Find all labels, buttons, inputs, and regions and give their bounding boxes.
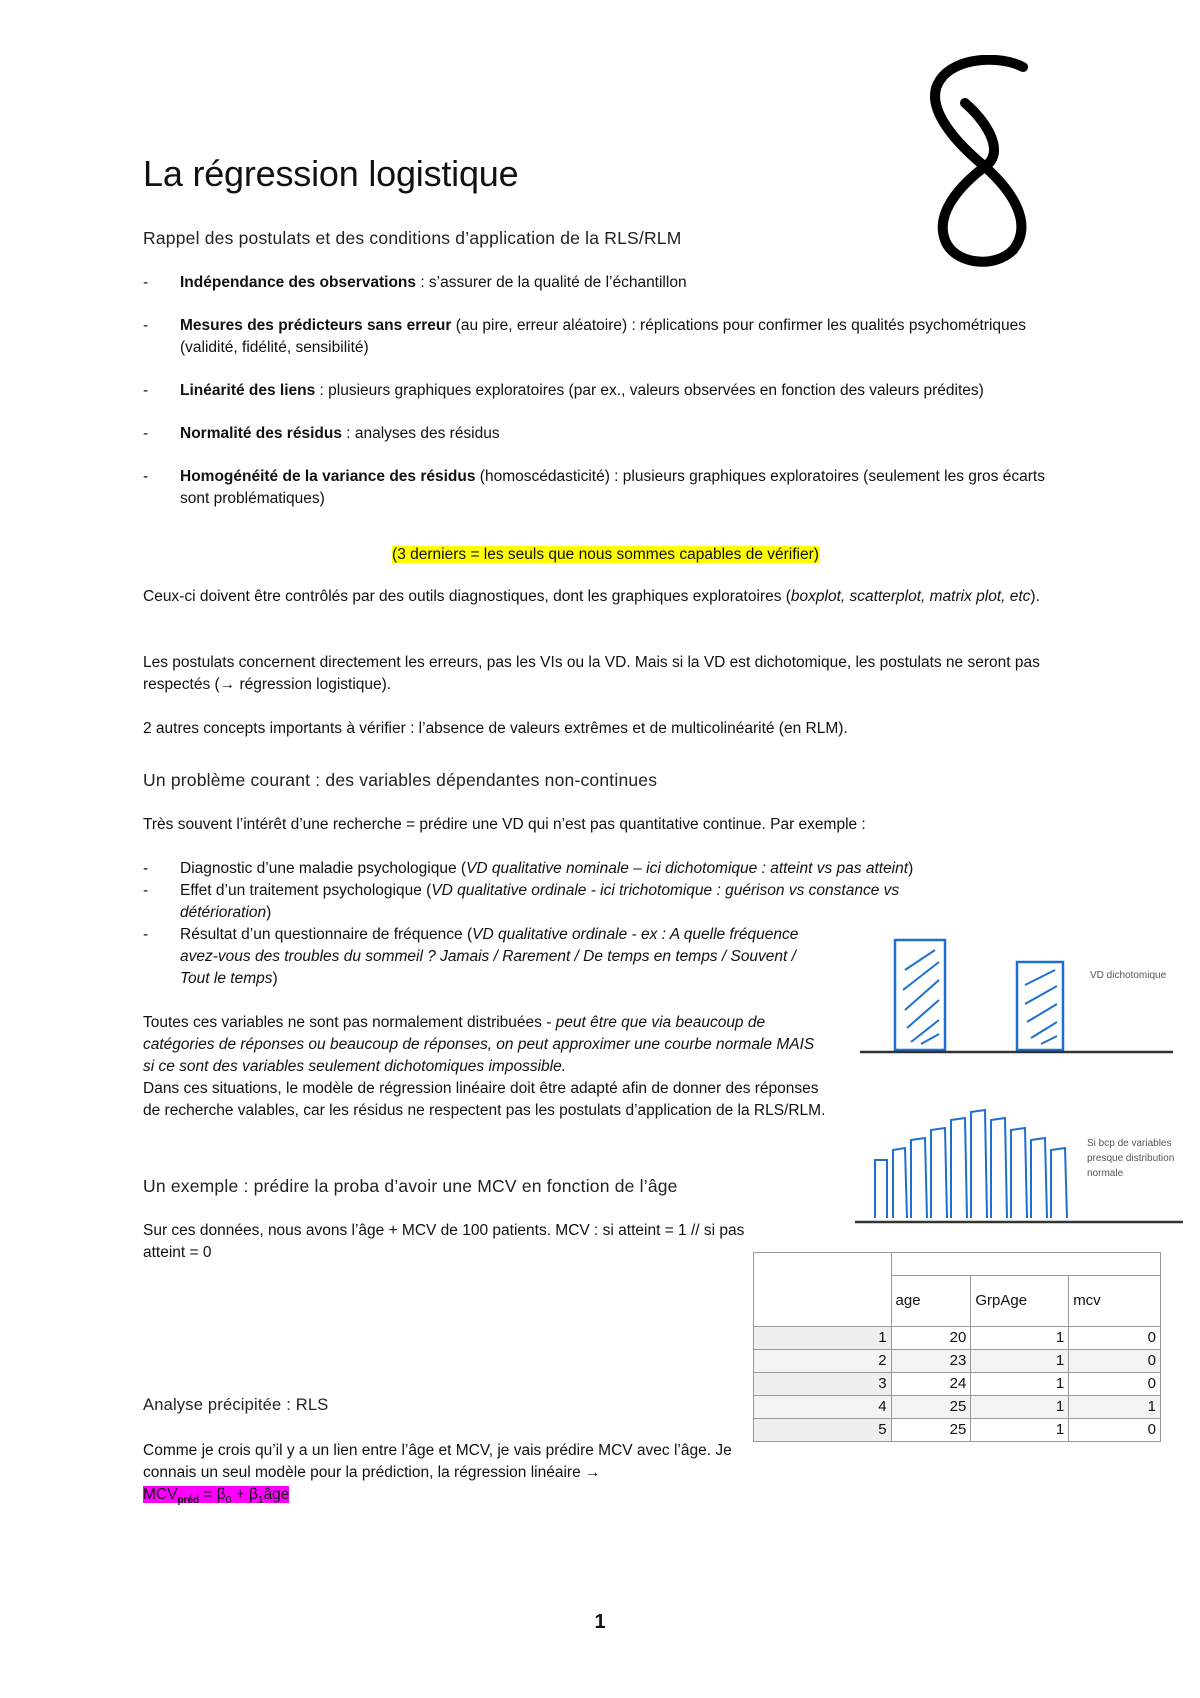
list-item: - Indépendance des observations : s’assurer de la qualité de l’échantillon bbox=[143, 272, 1068, 294]
paragraph-distribution: Toutes ces variables ne sont pas normalement distribuées - peut être que via beaucoup de catégories de réponses ou beaucoup de réponses, on peut approximer une courbe normale MAIS si ce sont des variables seulement dichotomiques impossible. bbox=[143, 1014, 815, 1075]
paragraph-diagnostics: Ceux-ci doivent être contrôlés par des outils diagnostiques, dont les graphiques exploratoires (boxplot, scatterplot, matrix plot, etc). bbox=[143, 588, 1040, 605]
sketch-normal-bars bbox=[875, 1110, 1067, 1218]
section-heading-probleme: Un problème courant : des variables dépendantes non-continues bbox=[143, 770, 658, 790]
sketch-label-top: VD dichotomique bbox=[1090, 970, 1167, 981]
paragraph-donnees: Sur ces données, nous avons l’âge + MCV de 100 patients. MCV : si atteint = 1 // si pas atteint = 0 bbox=[143, 1222, 745, 1261]
table-row: 2 23 1 0 bbox=[754, 1350, 1161, 1373]
list-item: - Diagnostic d’une maladie psychologique (VD qualitative nominale – ici dichotomique : atteint vs pas atteint) bbox=[143, 858, 963, 880]
postulats-list bbox=[143, 272, 1068, 531]
section-heading-exemple: Un exemple : prédire la proba d’avoir une MCV en fonction de l’âge bbox=[143, 1176, 678, 1196]
handwritten-eight-mark bbox=[905, 55, 1045, 270]
highlight-note: (3 derniers = les seuls que nous sommes capables de vérifier) bbox=[392, 546, 819, 563]
sketch-bar-2-hatch bbox=[1025, 970, 1057, 1044]
column-header-grpage: GrpAge bbox=[971, 1276, 1069, 1327]
table-row: 4 25 1 1 bbox=[754, 1396, 1161, 1419]
sketch-label-bottom: Si bcp de variables presque distribution normale bbox=[1087, 1138, 1175, 1179]
list-item: - Homogénéité de la variance des résidus (homoscédasticité) : plusieurs graphiques exploratoires (seulement les gros écarts sont problématiques) bbox=[143, 466, 1068, 510]
table-corner bbox=[754, 1253, 892, 1327]
page-number: 1 bbox=[594, 1611, 606, 1633]
sketch-dichotomous-bars bbox=[855, 930, 1175, 1060]
paragraph-postulats-erreurs: Les postulats concernent directement les erreurs, pas les VIs ou la VD. Mais si la VD est dichotomique, les postulats ne seront pas respectés (→ régression logistique). bbox=[143, 654, 1040, 693]
subheading-analyse-precipitee: Analyse précipitée : RLS bbox=[143, 1396, 329, 1414]
paragraph-prediction: Comme je crois qu’il y a un lien entre l’âge et MCV, je vais prédire MCV avec l’âge. Je connais un seul modèle pour la prédiction, la régression linéaire → $MCV_{préd} = \beta_0$ + $\beta_1âge$ bbox=[143, 1442, 732, 1507]
column-header-age: age bbox=[891, 1276, 971, 1327]
list-item: - Normalité des résidus : analyses des résidus bbox=[143, 423, 1068, 445]
table-header-spacer bbox=[891, 1253, 1160, 1276]
sketch-near-normal-bars bbox=[855, 1100, 1185, 1230]
formula-highlight: $MCV_{préd} = \beta_0$ + $\beta_1âge$ bbox=[143, 1486, 290, 1507]
list-item: - Résultat d’un questionnaire de fréquence (VD qualitative ordinale - ex : A quelle fréquence avez-vous des troubles du sommeil ? Jamais / Rarement / De temps en temps / Souvent / Tout le temps) bbox=[143, 924, 820, 990]
paragraph-intro-exemple: Très souvent l’intérêt d’une recherche = prédire une VD qui n’est pas quantitative continue. Par exemple : bbox=[143, 816, 866, 833]
list-item: - Linéarité des liens : plusieurs graphiques exploratoires (par ex., valeurs observées en fonction des valeurs prédites) bbox=[143, 380, 1068, 402]
table-row: 5 25 1 0 bbox=[754, 1419, 1161, 1442]
table-row: 3 24 1 0 bbox=[754, 1373, 1161, 1396]
column-header-mcv: mcv bbox=[1069, 1276, 1161, 1327]
data-table-wrapper bbox=[753, 1252, 1161, 1442]
paragraph-concepts: 2 autres concepts importants à vérifier : l’absence de valeurs extrêmes et de multicolinéarité (en RLM). bbox=[143, 720, 848, 737]
section-heading-postulats: Rappel des postulats et des conditions d’application de la RLS/RLM bbox=[143, 228, 682, 248]
sketch-bar-1-hatch bbox=[903, 950, 939, 1044]
list-item: - Mesures des prédicteurs sans erreur (au pire, erreur aléatoire) : réplications pour confirmer les qualités psychométriques (validité, fidélité, sensibilité) bbox=[143, 315, 1068, 359]
list-item: - Effet d’un traitement psychologique (VD qualitative ordinale - ici trichotomique : guérison vs constance vs détérioration) bbox=[143, 880, 963, 924]
page-title: La régression logistique bbox=[143, 153, 519, 194]
vd-examples-list bbox=[143, 858, 963, 990]
sketch-bar-1 bbox=[895, 940, 945, 1050]
data-table bbox=[753, 1252, 1161, 1442]
table-row: 1 20 1 0 bbox=[754, 1327, 1161, 1350]
paragraph-modele-adapte: Dans ces situations, le modèle de régression linéaire doit être adapté afin de donner des réponses de recherche valables, car les résidus ne respectent pas les postulats d’application de la RLS/RLM. bbox=[143, 1080, 826, 1119]
